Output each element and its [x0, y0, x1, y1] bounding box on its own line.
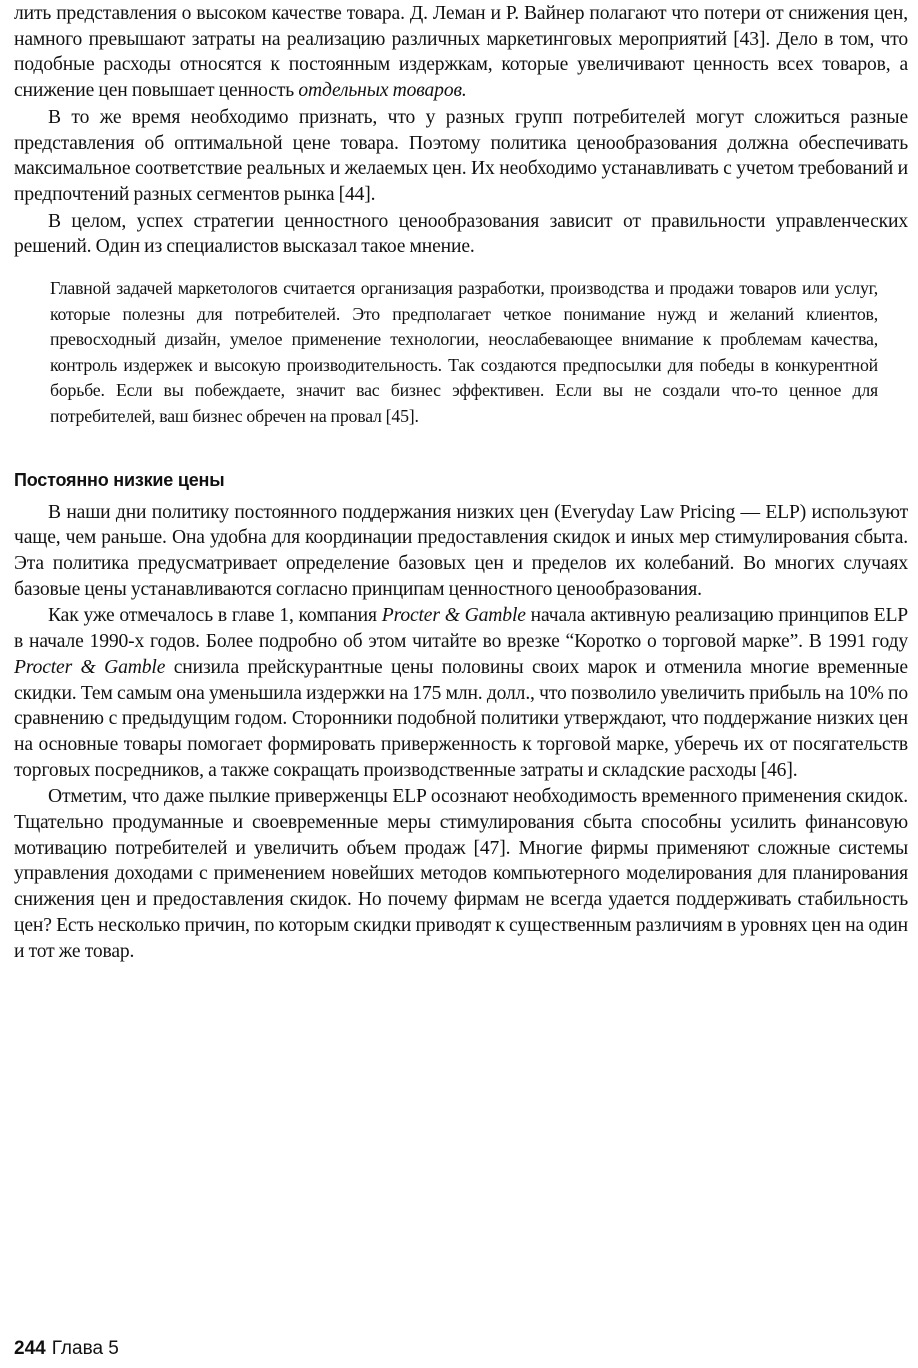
chapter-label: Глава 5 — [51, 1338, 119, 1359]
section-heading: Постоянно низкие цены — [14, 469, 225, 490]
company-name: Procter & Gamble — [381, 605, 526, 627]
paragraph-1 — [14, 1, 908, 104]
paragraph-1-italic-phrase: отдельных товаров. — [298, 80, 467, 102]
paragraph-6: Отметим, что даже пылкие приверженцы ELP осознают необходимость временного применения скидок. Тщательно продуманные и своевременные меры стимулирования сбыта способны усилить финансовую мотивацию потребителей и увеличить объем продаж [47]. Многие фирмы применяют сложные системы управления доходами с применением новейших методов компьютерного моделирования для планирования снижения цен и предоставления скидок. Но почему фирмам не всегда удается поддерживать стабильность цен? Есть несколько причин, по которым скидки приводят к существенным различиям в уровнях цен на один и тот же товар. — [14, 786, 908, 962]
paragraph-5-text-b: начала активную реализацию принципов ELP в начале 1990-х годов. Более подробно об этом читайте во врезке “Коротко о торговой марке”. В 1991 году — [14, 605, 909, 653]
paragraph-5 — [14, 603, 908, 783]
book-page — [14, 0, 908, 1368]
paragraph-5-text-a: Как уже отмечалось в главе 1, компания — [48, 605, 382, 627]
page-number: 244 — [14, 1338, 46, 1359]
block-quote: Главной задачей маркетологов считается организация разработки, производства и продажи товаров или услуг, которые полезны для потребителей. Это предполагает четкое понимание нужд и желаний клиентов, превосходный дизайн, умелое применение технологии, неослабевающее внимание к проблемам качества, контроль издержек и высокую производительность. Так создаются предпосылки для победы в конкурентной борьбе. Если вы побеждаете, значит вас бизнес эффективен. Если вы не создали что-то ценное для потребителей, ваш бизнес обречен на провал [45]. — [50, 278, 878, 426]
paragraph-5-text-c: снизила прейскурантные цены половины своих марок и отменила многие временные скидки. Тем самым она уменьшила издержки на 175 млн. долл., что позволило увеличить прибыль на 10% по сравнению с предыдущим годом. Сторонники подобной политики утверждают, что поддержание низких цен на основные товары помогает формировать приверженность к торговой марке, уберечь их от посягательств торговых посредников, а также сокращать производственные затраты и складские расходы [46]. — [14, 656, 908, 781]
page-footer — [14, 1337, 119, 1361]
paragraph-2: В то же время необходимо признать, что у разных групп потребителей могут сложиться разные представления об оптимальной цене товара. Поэтому политика ценообразования должна обеспечивать максимальное соответствие реальных и желаемых цен. Их необходимо устанавливать с учетом требований и предпочтений разных сегментов рынка [44]. — [14, 106, 908, 205]
paragraph-1-text: лить представления о высоком качестве товара. Д. Леман и Р. Вайнер полагают что потери от снижения цен, намного превышают затраты на реализацию различных маркетинговых мероприятий [43]. Дело в том, что подобные расходы относятся к постоянным издержкам, которые увеличивают ценность всех товаров, а снижение цен повышает ценность — [14, 3, 908, 102]
paragraph-4: В наши дни политику постоянного поддержания низких цен (Everyday Law Pricing — ELP) используют чаще, чем раньше. Она удобна для координации предоставления скидок и иных мер стимулирования сбыта. Эта политика предусматривает определение базовых цен и пределов их колебаний. Во многих случаях базовые цены устанавливаются согласно принципам ценностного ценообразования. — [14, 501, 908, 600]
paragraph-3: В целом, успех стратегии ценностного ценообразования зависит от правильности управленческих решений. Один из специалистов высказал такое мнение. — [14, 210, 908, 258]
company-name: Procter & Gamble — [14, 656, 166, 678]
